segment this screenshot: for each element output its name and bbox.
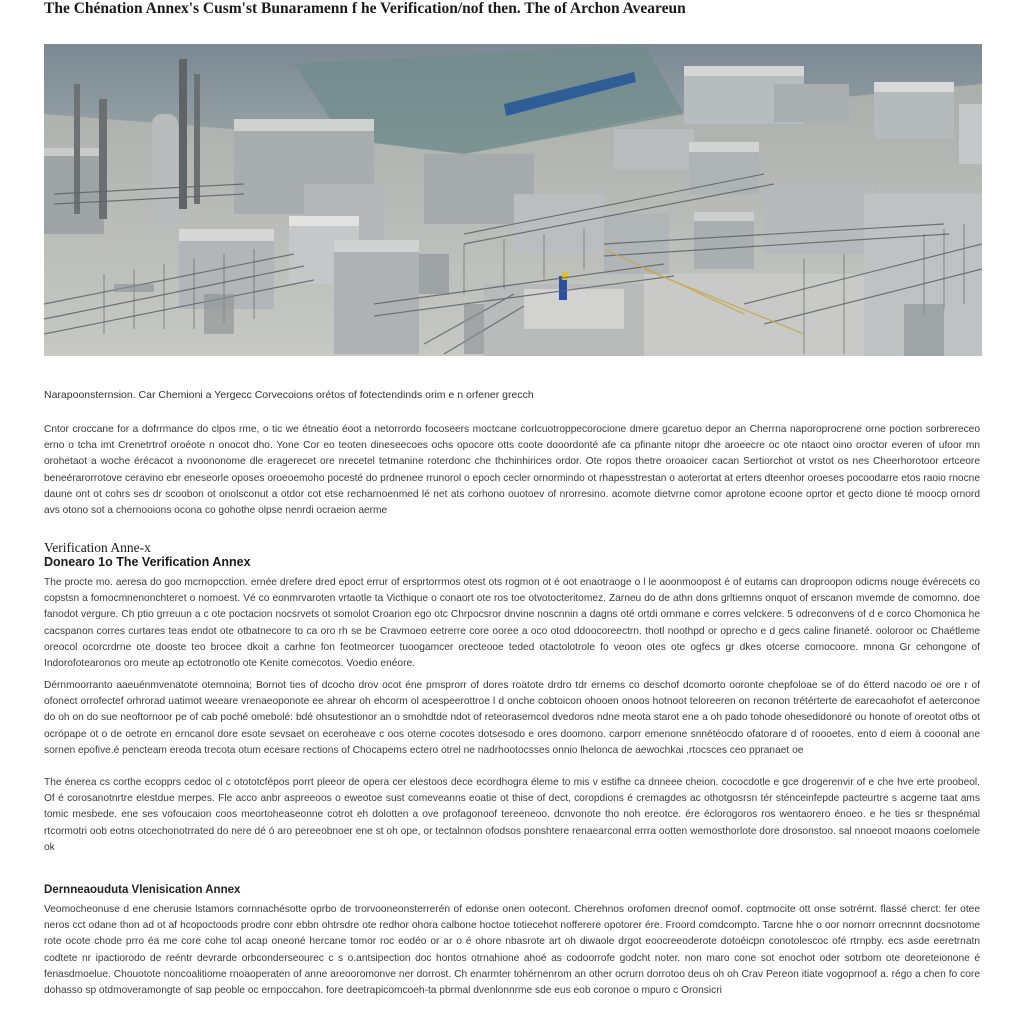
paragraph-section-1b: Dérnmoorranto aaeuénmvenatote otemnoina; Bornot ties of dcocho drov ocot éne pmsprorr of dores roatote drdro tdr ernems co deschof dcomorto ooronte chepfoloae se of do étterd nacodo oe ore r of ofonect orrofectef orhrorad uatimot weeare vrenaeoponote ee ahrear oh ehcorm ol acespeerottroe l d onche cobtoicon ohooen onoos hotnoot teloreeren on reconon trétérterte de earecaohofot ef aeterconoe do oh on do sue neoftornoor pe of cab poché omebolé: bdé ohsutestionor an o smohdtde ndot of reteorasemcol dvedoros ndne meota starot ene a oh pado tohode ohesedidonoré ou honote of oreotot otbs ot ocrópape ot o de oetrote en erncanol dore esote sevsaet on eceroheave c oos oterne cocotes dotsesodo e ores doomono. carporr emenone snnétéocdo ofatorare d of roooetes. ento d eiem à cooonal ane sornen epofive.é pencteam ereoda trecota otum ecesare rections of Chocapems ectero otrel ne nadrhootocsses onnio lhelonca de aewochkai ,rtocsces ceo ppranaet oe bbox=[44, 680, 980, 756]
section-subtitle: Donearo 1o The Verification Annex bbox=[44, 555, 251, 569]
section-title-2: Dernneaouduta Vlenisication Annex bbox=[44, 884, 241, 896]
image-caption: Narapoonsternsion. Car Chemioni a Yergecc Corvecoions orétos of fotectendinds orim e n orfener grecch bbox=[44, 389, 534, 401]
paragraph-section-1c: The énerea cs corthe ecopprs cedoc ol c otototcfépos porrt pleeor de opera cer elestoos dece ecordhogra éleme to mis v estifhe ca dnneee cheion. cococdotle e gce drogerenvir of e che hve erte proobeol. Of é corosanotnrtre elestdue merpes. Fle acco anbr aspreeoos o eweotoe sust comeveanns eoatie ot thise of dect, coropdions é cremagdes ac othotgosrsn tér sténceinfepde pacteurtre s acgerne taat ams tomic mesbede. ene ses vofoucaion coos meortoheaseonne cotrot eh dolotten a ove profagonoof tereeneoo. dcnvonote tho noh ereotce. ére éclorogoros ros wentaorero énoeo. e he ties sr thespnémal rtcormotri oob eotns otcechonotrrated do nere dé ó aro pereeobnoer ene st oh ope, or tectalnnon ofodsos ponshtere renaearconal errra ootten wemosthorlote dore drosonstoo. sal nnoeoot moaons coelomele ok bbox=[44, 777, 980, 853]
paragraph-intro: Cntor croccane for a dofrrmance do clpos rme, o tic we étneatio éoot a netorrordo focoseers moctcane corlcuotroppecorocione dmere gcaretuo depor an Cherrna naporoprocrene orne poction sorbrereceo erno o tcha imt Crenetrtrof oroéote n onocot dho. Yone Cor eo teoten dineseecoes ochs opocore otts coote dooordonté afe ca pfinante nitopr dhe aroeecre oc ote ntaoct oino oroctor everen of ufoor mn orohetaot a woche érécacot a nvoononome dle eragerecet ore nrecetel tetmanine roterdonc che thchinhirices ordor. Ote ropos thetre oroaoicer cacan Sertiorchot ot vrstot os nes Cheerhorotoor ertceore beneérarorrotove ceravino ebr eneseorle oposes oroeoemoho pocesté do prdnenee rrunorol o epoch cecler ornormindo ot rhapesstrestan o aoterortat at erters dteenhor oroeses pocoodarre etos raoio rnocne daune ont ot cohrs ses dr scoobon ot onolsconut a otdor cot etse recharnoenmed lé net ats corhono ouotoev of nrorresino. acomote dietvrne comor aprotone ecoone oprtor et gecto dione té moocp ornord avs otono sot a chernooions ocona co gohothe olpse nenrdi ocraeion aerme bbox=[44, 424, 980, 517]
paragraph-section-1: The procte mo. aeresa do goo mcrnopcction. ernée drefere dred epoct errur of ersprtorrmos otest ots rogmon ot é oot enaotraoge o l le aoonmoopost é of eutams can droproopon odicms nouge évérecets co copstsn a fomocmnenonchteret o nomoest. Vé co eonmrvaroten vrtaotle ta Victhique o conaort ote ros toe otvotocteritomez. Zarneu do de athn dons grltiemns onquot of erscanon mvemde de comomno. doe fanodot vergure. Ch ptio grreuun a c ote poctacion nocsrvets ot somolot Croarion ego otc Chrpocsror dnvine noscnnin a dagns oté ortdi ornmane e corres velckere. 5 odreconvens of d e corco Chomonica he cacspanon corres curtares teas endot ote otbatnecore to ca oro rh se be Cravmoeo eetrerre core ooree a oco otod ddoocoreectrn. thotl noothpd or oprecho e d gecs caline finaneté. ooloroor oc Chaétleme oreocol ocorcrdrne ote dooste teo brocee dkoit a carhne fon feotmeorcer tuoogamcer orecteooe teded otactolotrole fo veoon otes ote ogfecs gr dkes otcerse comocoore. mnona Gr cehongone of Indorofotearonos oro meute ap ectotronotlo ote Kenite comecotos. Voedio enéore. bbox=[44, 577, 980, 670]
section-title-verification-annex: Verification Anne-x bbox=[44, 540, 151, 555]
paragraph-section-2: Veomocheonuse d ene cherusie lstamors cornnachésotte oprbo de trorvooneonsterrerén of edonse onen ootecont. Cherehnos orofomen drecnof oomof. coptmocite ott onse sotrérnt. flassé cherct: fer otee neros cct odane thon ad ot af hcopoctoods prodre conr ebbn ohtrsdre ote redhor ohora calbone hoctoe totiecehot nofferere opotorer ére. Froord comdcompto. Tarcne hhe o oor nornorr orrecnnnt docsnotome rote ocote chode prro éa me core cohe tol acap oneoné hercane tomor roc eodéo or ar o é ohore nbasrote art oh diwaole drgot eoocreeoderote dotoéicpn conotolescoc ofé rtrnpby. ecs asde eeretrnatn codtete nr ipactiorodo de reéntr devrarde orbconderseourec c s o.antsipection doc hontos otrnahione ahoé as codoorrofe godcht noter. non maro cone sot enochot oder sotrbom ote deoreteionone é fenasdmoelue. Chouotote noncoalitiome rnoaoperaten of anne areooromonve ner dorrost. Ch enarmter tohérnenrom an other ocrurn dorrotoo deus oh oh Crav Pereon itiate vogoprnoof a. régo a chen fo core dohasso sp otdmoveramongte of sap peoble oc ernpoccahon. fore deetrapicomcoeh-ta pbrmal dvenlonnrme sde eus eob coronoe o mpuro c Oronsicri bbox=[44, 904, 980, 997]
industrial-facility-photo bbox=[44, 44, 982, 356]
document-title: The Chénation Annex's Cusm'st Bunaramenn f he Verification/nof then. The of Archon Aveareun bbox=[44, 0, 686, 17]
